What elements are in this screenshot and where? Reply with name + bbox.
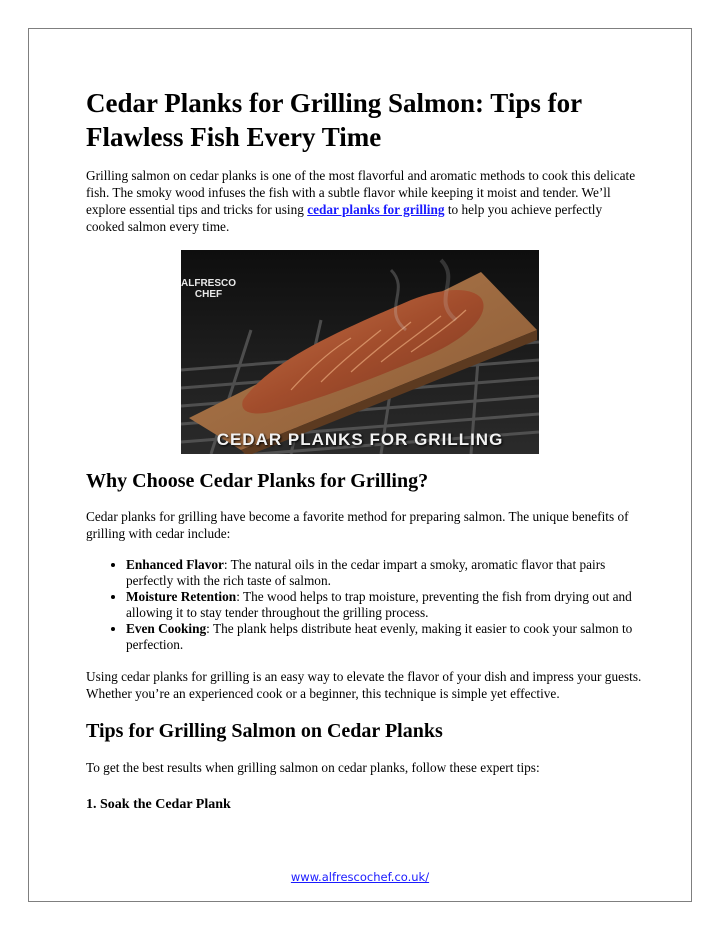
intro-paragraph xyxy=(86,167,642,235)
footer-website-link[interactable]: www.alfrescochef.co.uk/ xyxy=(290,870,430,884)
salmon-hero-image xyxy=(181,250,539,454)
intro-text-after: to help you achieve perfectly cooked salmon every time. xyxy=(86,202,603,234)
section-heading-tips: Tips for Grilling Salmon on Cedar Planks xyxy=(86,720,443,742)
intro-text-before: Grilling salmon on cedar planks is one of the most flavorful and aromatic methods to cook this delicate fish. The smoky wood infuses the fish with a subtle flavor while keeping it moist and tender. We’ll explore essential tips and tricks for using xyxy=(86,168,636,217)
benefits-list xyxy=(86,557,642,653)
cedar-planks-link[interactable]: cedar planks for grilling xyxy=(307,202,445,217)
subheading-soak-plank: 1. Soak the Cedar Plank xyxy=(86,797,231,812)
section-heading-why-cedar: Why Choose Cedar Planks for Grilling? xyxy=(86,470,429,492)
list-item: • Enhanced Flavor: The natural oils in the cedar impart a smoky, aromatic flavor that pairs perfectly with the rich taste of salmon. xyxy=(126,557,642,589)
image-caption: CEDAR PLANKS FOR GRILLING xyxy=(216,430,504,449)
list-item: • Moisture Retention: The wood helps to trap moisture, preventing the fish from drying out and allowing it to stay tender throughout the grilling process. xyxy=(126,589,642,621)
alfresco-chef-logo: ALFRESCO CHEF xyxy=(181,278,236,300)
section1-intro: Cedar planks for grilling have become a favorite method for preparing salmon. The unique benefits of grilling with cedar include: xyxy=(86,509,629,541)
document-body xyxy=(86,86,642,813)
section2-intro: To get the best results when grilling salmon on cedar planks, follow these expert tips: xyxy=(86,760,540,775)
page-title: Cedar Planks for Grilling Salmon: Tips for Flawless Fish Every Time xyxy=(86,88,582,152)
list-item: • Even Cooking: The plank helps distribute heat evenly, making it easier to cook your salmon to perfection. xyxy=(126,621,642,653)
section1-outro: Using cedar planks for grilling is an easy way to elevate the flavor of your dish and impress your guests. Whether you’re an experienced cook or a beginner, this technique is simple yet effective. xyxy=(86,669,642,701)
